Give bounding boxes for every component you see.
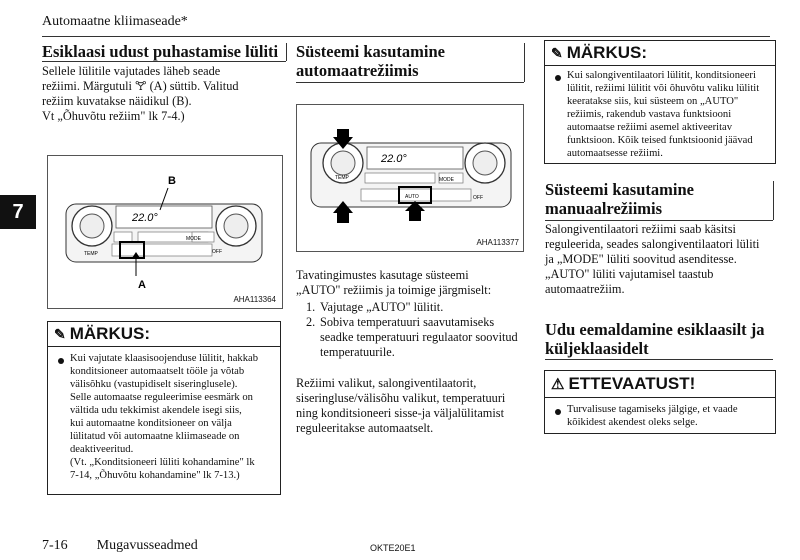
- btn-off-label-2: OFF: [473, 195, 483, 201]
- label-b: B: [168, 175, 176, 187]
- btn-temp-label-2: TEMP: [335, 175, 349, 181]
- btn-off-label: OFF: [212, 249, 222, 255]
- label-a: A: [138, 279, 146, 291]
- col3-heading-manual: [545, 180, 694, 218]
- note-line: konditsioneer automaatselt tööle ja võtab: [70, 366, 245, 377]
- chapter-tab: 7: [0, 195, 36, 229]
- note-line: välisõhku (vastupidiselt siseringlusele).: [70, 379, 238, 390]
- col2-para2-line: ning konditsioneeri sisse-ja väljalülitamist: [296, 406, 504, 420]
- col3-paragraph: [545, 222, 773, 297]
- note-title: MÄRKUS:: [69, 324, 151, 343]
- col2-heading: [296, 42, 445, 80]
- col2-steps: [306, 300, 526, 360]
- step-number: 2.: [306, 315, 316, 329]
- col3-para-line: automaatrežiim.: [545, 282, 625, 296]
- col3-heading-vrule: [773, 181, 774, 220]
- note-box-1: [47, 321, 281, 495]
- bullet-icon: [58, 358, 64, 364]
- warning-triangle-icon: ⚠: [551, 376, 565, 393]
- note-line: (Vt. „Konditsioneeri lüliti kohandamine" lk: [70, 457, 255, 468]
- caution-line: kõikidest akendest oleks selge.: [567, 417, 698, 428]
- hand-icon: ✎: [54, 325, 66, 342]
- step-text: seadke temperatuuri regulaator soovitud: [320, 330, 518, 344]
- col1-heading-rule: [42, 61, 286, 62]
- climate-panel-illustration: [48, 156, 282, 308]
- caution-box: [544, 370, 776, 434]
- note-line: Kui vajutate klaasisoojendusе lülitit, hakkab: [70, 353, 258, 364]
- col1-para-line: režiimi. Märgutuli 🝖 (A) süttib. Valitud: [42, 79, 239, 93]
- figure-id-2: AHA113377: [476, 238, 519, 247]
- col2-heading-line: automaatrežiimis: [296, 61, 419, 80]
- caution-body: [567, 403, 771, 429]
- note-line: kui automaatne konditsioneer on välja: [70, 418, 232, 429]
- note-title-2: MÄRKUS:: [566, 43, 648, 62]
- note-body: [70, 352, 275, 482]
- col2-heading-line: Süsteemi kasutamine: [296, 42, 445, 61]
- col3-para-line: reguleerida, seades salongiventilaatori lüliti: [545, 237, 760, 251]
- note-line: automaatsesse režiimi.: [567, 148, 663, 159]
- step-item: [306, 300, 526, 315]
- col2-intro-line: „AUTO" režiimis ja toimige järgmiselt:: [296, 283, 492, 297]
- note-line: režiimis, rakendub vastava funktsiooni: [567, 109, 732, 120]
- header-rule: [42, 36, 770, 37]
- col3-heading-line: Süsteemi kasutamine: [545, 180, 694, 199]
- col2-heading-rule: [296, 82, 524, 83]
- footer-left: [42, 538, 198, 554]
- page-header-title: Automaatne kliimaseade*: [42, 14, 188, 29]
- note-line: 7-14, „Õhuvõtu kohandamine" lk 7-13.): [70, 470, 240, 481]
- display-temperature-2: 22.0°: [381, 153, 407, 165]
- col2-para2-line: siseringluse/välisõhu valikut, temperatuuri: [296, 391, 506, 405]
- display-temperature: 22.0°: [132, 212, 158, 224]
- step-text: Sobiva temperatuuri saavutamiseks: [320, 315, 495, 329]
- figure-defog-switch: [47, 155, 283, 309]
- figure-id: AHA113364: [233, 295, 276, 304]
- col3-heading-rule: [545, 220, 773, 221]
- figure-auto-mode: [296, 104, 524, 252]
- climate-panel-auto-illustration: [297, 105, 523, 251]
- btn-mode-label-2: MODE: [439, 177, 454, 183]
- btn-temp-label: TEMP: [84, 251, 98, 257]
- note-line: deaktiveeritud.: [70, 444, 134, 455]
- col2-para2-line: Režiimi valikut, salongiventilaatorit,: [296, 376, 477, 390]
- col3-para-line: „AUTO" lüliti vajutamisel taastub: [545, 267, 714, 281]
- note-body-2: [567, 69, 771, 160]
- col1-para-line: Vt „Õhuvõtu režiim" lk 7-4.): [42, 109, 185, 123]
- bullet-icon: [555, 75, 561, 81]
- page-number: 7-16: [42, 538, 68, 553]
- document-code: OKTE20E1: [370, 543, 416, 553]
- step-item: [306, 315, 526, 360]
- col3-para-line: ja „MODE" lüliti soovitud asenditesse.: [545, 252, 737, 266]
- col2-para2-line: reguleeritakse automaatselt.: [296, 421, 434, 435]
- note-header: [48, 322, 280, 346]
- col2-intro-line: Tavatingimustes kasutage süsteemi: [296, 268, 469, 282]
- step-number: 1.: [306, 300, 316, 314]
- section-name: Mugavusseadmed: [96, 538, 198, 553]
- col2-paragraph2: [296, 376, 524, 436]
- col1-paragraph: [42, 64, 282, 124]
- caution-header: [545, 371, 775, 397]
- caution-title: ETTEVAATUST!: [568, 374, 696, 393]
- note-line: keeratakse siis, kui süsteem on „AUTO": [567, 96, 739, 107]
- col2-intro: [296, 268, 524, 298]
- note-box-2: [544, 40, 776, 164]
- note-line: automaatse režiimi asemel aktiveeritav: [567, 122, 733, 133]
- col1-para-line: Sellele lülitile vajutades läheb seade: [42, 64, 221, 78]
- col1-para-line: režiim kuvatakse näidikul (B).: [42, 94, 192, 108]
- col3-heading3-rule: [545, 359, 773, 360]
- step-text: Vajutage „AUTO" lülitit.: [320, 300, 444, 314]
- col3-heading-line: manuaalrežiimis: [545, 199, 663, 218]
- col3-heading3-line: küljeklaasidelt: [545, 339, 649, 358]
- col3-heading-defog: [545, 320, 765, 358]
- btn-auto-label: AUTO: [405, 194, 419, 200]
- note-line: Kui salongiventilaatori lülitit, konditsioneeri: [567, 70, 756, 81]
- bullet-icon: [555, 409, 561, 415]
- note-line: lülitatud või automaatne kliimaseade on: [70, 431, 240, 442]
- note-line: vältida udu tekkimist akendele isegi siis,: [70, 405, 242, 416]
- note-line: Selle automaatse reguleerimise eesmärk on: [70, 392, 253, 403]
- col3-para-line: Salongiventilaatori režiimi saab käsitsi: [545, 222, 736, 236]
- note-line: funktsioon. Kõik teised funktsioonid jäävad: [567, 135, 753, 146]
- col1-heading-vrule: [286, 43, 287, 61]
- step-text: temperatuurile.: [320, 345, 395, 359]
- btn-mode-label: MODE: [186, 236, 201, 242]
- hand-icon: ✎: [551, 44, 563, 61]
- caution-line: Turvalisuse tagamiseks jälgige, et vaade: [567, 404, 738, 415]
- note-line: lülitit, režiimi lülitit või õhuvõtu valiku lülitit: [567, 83, 760, 94]
- note-header-2: [545, 41, 775, 65]
- col2-heading-vrule: [524, 43, 525, 82]
- col1-heading: Esiklaasi udust puhastamise lüliti: [42, 42, 279, 61]
- col3-heading3-line: Udu eemaldamine esiklaasilt ja: [545, 320, 765, 339]
